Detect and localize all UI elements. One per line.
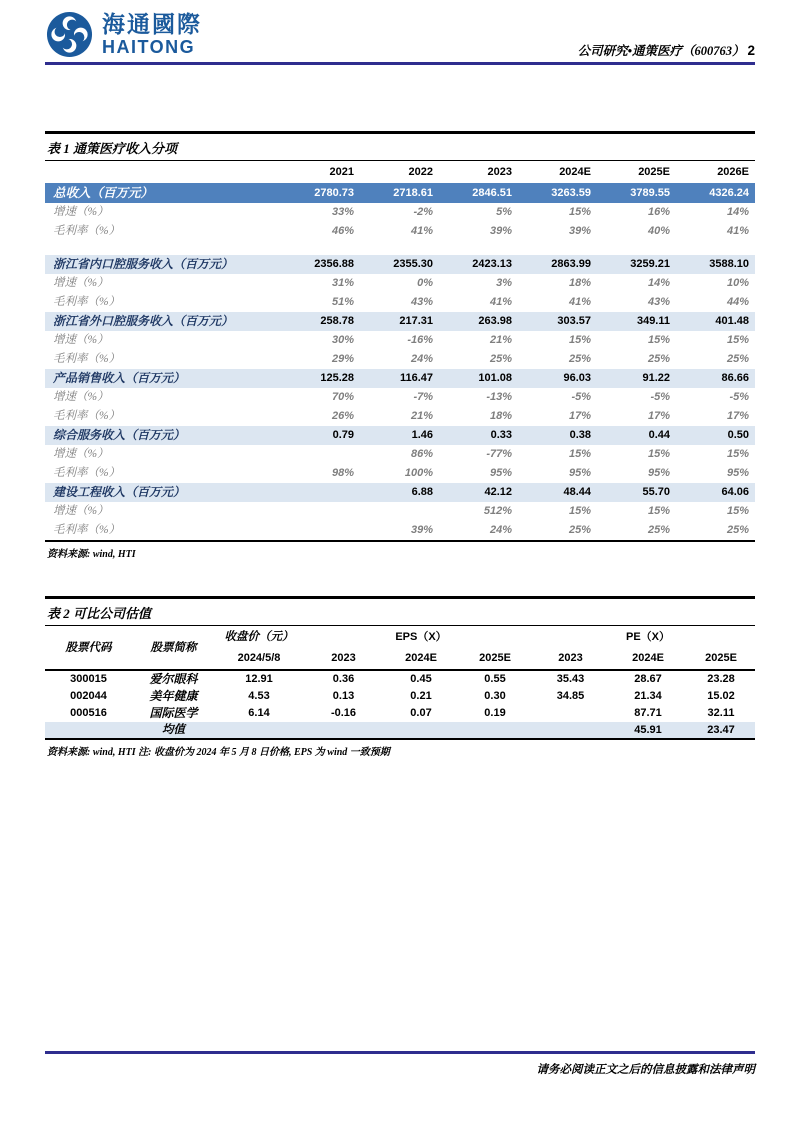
table1-year-header: 2021: [329, 166, 354, 178]
table1-year-header: 2022: [408, 166, 433, 178]
table1-year-header: 2026E: [717, 166, 749, 178]
table1-value-cell: 31%: [331, 277, 354, 289]
table1-row-label: 毛利率（%）: [53, 467, 121, 479]
logo-english-name: HAITONG: [102, 37, 196, 57]
stock-name-cell: 国际医学: [149, 706, 198, 720]
table1-value-cell: -5%: [729, 391, 749, 403]
table1-value-cell: 2718.61: [360, 183, 439, 203]
table1-value-cell: 24%: [489, 524, 512, 536]
logo-chinese-name: 海通國際: [102, 11, 202, 37]
table1-value-cell: 17%: [647, 410, 670, 422]
table1-value-cell: [281, 445, 360, 464]
table2-header-spacer: [303, 627, 384, 648]
table1-value-cell: 24%: [410, 353, 433, 365]
table1-value-cell: 15%: [647, 448, 670, 460]
footer-disclaimer: 请务必阅读正文之后的信息披露和法律声明: [536, 1064, 755, 1076]
table2-header-row-1: [45, 627, 755, 648]
table1-value-cell: 100%: [404, 467, 433, 479]
table1-value-cell: 15%: [568, 448, 591, 460]
table1-value-cell: -7%: [413, 391, 433, 403]
table1-row-label: 建设工程收入（百万元）: [45, 483, 281, 502]
table1-row: [45, 464, 755, 483]
table1-value-cell: -77%: [486, 448, 512, 460]
table1-value-cell: 101.08: [439, 369, 518, 388]
table1-value-cell: 86%: [410, 448, 433, 460]
pe-cell: 21.34: [634, 690, 662, 702]
haitong-logo: [46, 11, 202, 58]
table1-row: [45, 369, 755, 388]
table1-row: [45, 350, 755, 369]
table1-value-cell: 0.50: [676, 426, 755, 445]
table1-row-label: 浙江省外口腔服务收入（百万元）: [45, 312, 281, 331]
eps-cell: 0.19: [484, 707, 506, 719]
table2-header-eps-year: 2024E: [384, 648, 458, 670]
pe-cell: 28.67: [634, 673, 662, 685]
revenue-breakdown-table-section: [45, 131, 755, 560]
table1-row: [45, 274, 755, 293]
table1-value-cell: 40%: [647, 225, 670, 237]
table1-row-label: 综合服务收入（百万元）: [45, 426, 281, 445]
table1-value-cell: 55.70: [597, 483, 676, 502]
table1-row-label: 毛利率（%）: [53, 296, 121, 308]
table1-value-cell: 2423.13: [439, 255, 518, 274]
eps-cell: -0.16: [330, 707, 357, 719]
table1-value-cell: [281, 521, 360, 541]
table1-value-cell: -16%: [407, 334, 433, 346]
table2-header-pe-year: 2023: [532, 648, 609, 670]
table1-value-cell: 16%: [647, 206, 670, 218]
table1-value-cell: 25%: [647, 353, 670, 365]
table1-value-cell: 3263.59: [518, 183, 597, 203]
table1-value-cell: 21%: [410, 410, 433, 422]
table1-value-cell: 3%: [496, 277, 512, 289]
table1-value-cell: -2%: [413, 206, 433, 218]
table1-value-cell: [360, 502, 439, 521]
avg-spacer-cell: [384, 722, 458, 739]
table1-value-cell: 29%: [331, 353, 354, 365]
table1-value-cell: 512%: [483, 505, 512, 517]
table1-value-cell: 14%: [726, 206, 749, 218]
eps-cell: 0.55: [484, 673, 506, 685]
table1-value-cell: 64.06: [676, 483, 755, 502]
table1-value-cell: 26%: [331, 410, 354, 422]
table1-value-cell: 0.79: [281, 426, 360, 445]
table1-value-cell: 44%: [726, 296, 749, 308]
table1-row-label: 增速（%）: [53, 391, 109, 403]
table1-row-label: 毛利率（%）: [53, 524, 121, 536]
table1-row-label: 增速（%）: [53, 277, 109, 289]
table1-value-cell: 41%: [410, 225, 433, 237]
avg-spacer-cell: [458, 722, 532, 739]
table2-header-eps-group: EPS（X）: [395, 631, 447, 643]
table1-value-cell: 2780.73: [281, 183, 360, 203]
table1: [45, 162, 755, 542]
table1-value-cell: 41%: [726, 225, 749, 237]
table1-value-cell: 18%: [489, 410, 512, 422]
table1-value-cell: 6.88: [360, 483, 439, 502]
table1-value-cell: 39%: [568, 225, 591, 237]
table1-value-cell: 91.22: [597, 369, 676, 388]
pe-cell: 15.02: [707, 690, 735, 702]
table1-value-cell: [281, 502, 360, 521]
table1-year-header: 2024E: [559, 166, 591, 178]
table1-value-cell: 95%: [647, 467, 670, 479]
table1-value-cell: 125.28: [281, 369, 360, 388]
table1-row-label: 总收入（百万元）: [45, 183, 281, 203]
table1-value-cell: 21%: [489, 334, 512, 346]
table1-value-cell: 17%: [568, 410, 591, 422]
table2-company-row: [45, 670, 755, 688]
table1-value-cell: 51%: [331, 296, 354, 308]
pe-cell: 35.43: [556, 673, 585, 685]
table1-row: [45, 445, 755, 464]
table1-value-cell: 15%: [568, 334, 591, 346]
table1-value-cell: 41%: [568, 296, 591, 308]
table1-row-label: 增速（%）: [53, 448, 109, 460]
table2-header-pe-year: 2025E: [687, 648, 755, 670]
table2: [45, 627, 755, 740]
table1-row: [45, 483, 755, 502]
eps-cell: 0.45: [410, 673, 432, 685]
table1-value-cell: 18%: [568, 277, 591, 289]
table1-value-cell: 15%: [726, 448, 749, 460]
table1-row-label: 增速（%）: [53, 505, 109, 517]
table1-value-cell: 98%: [331, 467, 354, 479]
table1-value-cell: 3789.55: [597, 183, 676, 203]
table1-row: [45, 521, 755, 541]
table1-value-cell: 2356.88: [281, 255, 360, 274]
table2-header-spacer: [458, 627, 532, 648]
table2-header-spacer: [687, 627, 755, 648]
table1-value-cell: 3588.10: [676, 255, 755, 274]
table1-row-label: 增速（%）: [53, 206, 109, 218]
pe-cell: 87.71: [634, 707, 662, 719]
table1-value-cell: 25%: [726, 353, 749, 365]
table1-value-cell: [281, 483, 360, 502]
table1-value-cell: 43%: [647, 296, 670, 308]
page-number: 2: [747, 43, 755, 58]
haitong-swirl-icon: [46, 11, 93, 58]
table1-value-cell: 349.11: [597, 312, 676, 331]
table1-value-cell: -5%: [571, 391, 591, 403]
avg-pe-2024e-cell: 45.91: [609, 722, 687, 739]
table1-value-cell: 43%: [410, 296, 433, 308]
table1-value-cell: 2846.51: [439, 183, 518, 203]
table2-header-close-date: 2024/5/8: [215, 648, 303, 670]
table1-header-spacer: [45, 162, 281, 183]
table1-row-label: 产品销售收入（百万元）: [45, 369, 281, 388]
table1-row: [45, 183, 755, 203]
table1-value-cell: 39%: [410, 524, 433, 536]
table1-row-label: 毛利率（%）: [53, 353, 121, 365]
table1-value-cell: 5%: [496, 206, 512, 218]
table1-value-cell: 33%: [331, 206, 354, 218]
table1-value-cell: 95%: [489, 467, 512, 479]
table1-value-cell: 4326.24: [676, 183, 755, 203]
eps-cell: 0.36: [332, 673, 355, 685]
avg-spacer-cell: [303, 722, 384, 739]
table1-row: [45, 426, 755, 445]
stock-code-cell: 300015: [70, 673, 107, 685]
table1-value-cell: 42.12: [439, 483, 518, 502]
table1-value-cell: 48.44: [518, 483, 597, 502]
table1-value-cell: 14%: [647, 277, 670, 289]
table2-header-stock-code: 股票代码: [45, 627, 132, 670]
table1-row: [45, 502, 755, 521]
table1-row: [45, 407, 755, 426]
stock-code-cell: 002044: [70, 690, 107, 702]
pe-cell: 32.11: [707, 707, 735, 719]
table1-value-cell: 15%: [647, 334, 670, 346]
table1-value-cell: 25%: [647, 524, 670, 536]
table2-header-pe-group: PE（X）: [625, 631, 670, 643]
table1-value-cell: 30%: [331, 334, 354, 346]
table1-value-cell: 25%: [568, 524, 591, 536]
table1-column-header-row: [45, 162, 755, 183]
stock-code-cell: 000516: [70, 707, 107, 719]
close-price-cell: 12.91: [245, 673, 273, 685]
table1-value-cell: 95%: [568, 467, 591, 479]
table1-value-cell: 25%: [726, 524, 749, 536]
table1-value-cell: -5%: [650, 391, 670, 403]
table1-value-cell: 258.78: [281, 312, 360, 331]
table1-row-label: 增速（%）: [53, 334, 109, 346]
table1-value-cell: 15%: [647, 505, 670, 517]
table2-source-note: 资料来源: wind, HTI 注: 收盘价为 2024 年 5 月 8 日价格, EPS 为 wind 一致预期: [47, 747, 390, 758]
table1-value-cell: 46%: [331, 225, 354, 237]
logo-wordmark: [102, 13, 202, 56]
table1-value-cell: 95%: [726, 467, 749, 479]
stock-name-cell: 爱尔眼科: [149, 672, 198, 686]
table1-row: [45, 312, 755, 331]
table1-value-cell: 2863.99: [518, 255, 597, 274]
comparable-valuation-table-section: [45, 596, 755, 758]
table1-row: [45, 293, 755, 312]
avg-pe-2025e-cell: 23.47: [687, 722, 755, 739]
table1-row: [45, 203, 755, 222]
table1-value-cell: 3259.21: [597, 255, 676, 274]
table1-value-cell: 39%: [489, 225, 512, 237]
close-price-cell: 6.14: [248, 707, 270, 719]
table1-value-cell: 0.44: [597, 426, 676, 445]
table1-title: 表 1 通策医疗收入分项: [45, 131, 755, 161]
eps-cell: 0.13: [332, 690, 355, 702]
stock-name-cell: 美年健康: [149, 689, 198, 703]
table1-value-cell: 0.38: [518, 426, 597, 445]
table1-value-cell: 116.47: [360, 369, 439, 388]
table1-value-cell: 86.66: [676, 369, 755, 388]
avg-label-cell: 均值: [132, 722, 215, 739]
table1-value-cell: 15%: [568, 206, 591, 218]
table2-header-eps-year: 2023: [303, 648, 384, 670]
table2-header-spacer: [532, 627, 609, 648]
table1-value-cell: 15%: [726, 334, 749, 346]
table1-value-cell: 2355.30: [360, 255, 439, 274]
table1-row-label: 毛利率（%）: [53, 410, 121, 422]
pe-cell: 23.28: [707, 673, 735, 685]
table1-value-cell: -13%: [486, 391, 512, 403]
table1-value-cell: 303.57: [518, 312, 597, 331]
table1-year-header: 2023: [487, 166, 512, 178]
table1-value-cell: 96.03: [518, 369, 597, 388]
pe-cell: 34.85: [556, 690, 585, 702]
table1-value-cell: 0.33: [439, 426, 518, 445]
table1-value-cell: 0%: [417, 277, 433, 289]
report-header-meta: [578, 41, 755, 59]
table1-row: [45, 255, 755, 274]
table1-value-cell: 17%: [726, 410, 749, 422]
table1-value-cell: 1.46: [360, 426, 439, 445]
table1-row-label: 浙江省内口腔服务收入（百万元）: [45, 255, 281, 274]
table1-value-cell: 217.31: [360, 312, 439, 331]
table1-value-cell: 15%: [568, 505, 591, 517]
table2-title: 表 2 可比公司估值: [45, 596, 755, 626]
header-divider-rule: [45, 62, 755, 65]
table1-value-cell: 25%: [568, 353, 591, 365]
table2-company-row: [45, 705, 755, 722]
table1-row-label: 毛利率（%）: [53, 225, 121, 237]
table1-value-cell: 15%: [726, 505, 749, 517]
avg-spacer-cell: [215, 722, 303, 739]
table1-value-cell: 401.48: [676, 312, 755, 331]
table2-header-eps-year: 2025E: [458, 648, 532, 670]
avg-spacer-cell: [532, 722, 609, 739]
table2-header-pe-year: 2024E: [609, 648, 687, 670]
table1-row: [45, 222, 755, 255]
eps-cell: 0.07: [410, 707, 432, 719]
avg-spacer-cell: [45, 722, 132, 739]
table1-value-cell: 25%: [489, 353, 512, 365]
close-price-cell: 4.53: [248, 690, 270, 702]
table1-value-cell: 41%: [489, 296, 512, 308]
table2-header-stock-name: 股票简称: [132, 627, 215, 670]
footer-divider-rule: [45, 1051, 755, 1054]
table1-year-header: 2025E: [638, 166, 670, 178]
table1-value-cell: 263.98: [439, 312, 518, 331]
table2-average-row: [45, 722, 755, 739]
table1-row: [45, 388, 755, 407]
table2-header-close-price: 收盘价（元）: [224, 631, 294, 643]
pe-cell: [532, 705, 609, 722]
table1-source-note: 资料来源: wind, HTI: [47, 549, 136, 560]
table1-value-cell: 70%: [331, 391, 354, 403]
table1-row: [45, 331, 755, 350]
eps-cell: 0.30: [484, 690, 506, 702]
table1-value-cell: 10%: [726, 277, 749, 289]
table2-company-row: [45, 688, 755, 705]
eps-cell: 0.21: [410, 690, 432, 702]
report-category-title: 公司研究•通策医疗（600763）: [577, 44, 745, 58]
